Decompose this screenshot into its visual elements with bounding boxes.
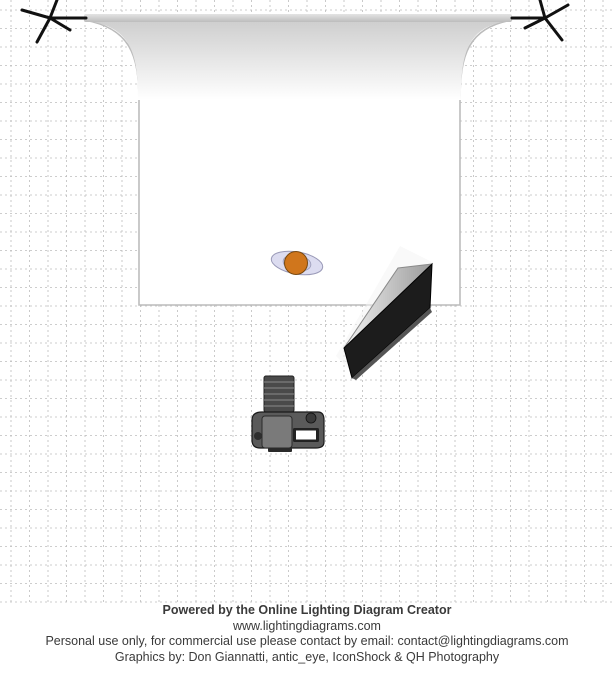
website-link[interactable]: www.lightingdiagrams.com [233,618,381,633]
license-notice: Personal use only, for commercial use please contact by email: contact@lightingdiagrams.com [45,634,569,648]
camera[interactable] [252,376,324,452]
dslr-camera-icon [252,376,324,452]
credit-title: Powered by the Online Lighting Diagram Creator [162,603,452,617]
light-stand-icon [512,0,568,40]
light-stand-right[interactable] [512,0,568,40]
credits-footer [0,603,614,665]
backdrop-support-bar [84,14,512,22]
light-stand-icon [22,0,86,42]
graphics-credit: Graphics by: Don Giannatti, antic_eye, IconShock & QH Photography [114,649,500,664]
light-stand-left[interactable] [22,0,86,42]
